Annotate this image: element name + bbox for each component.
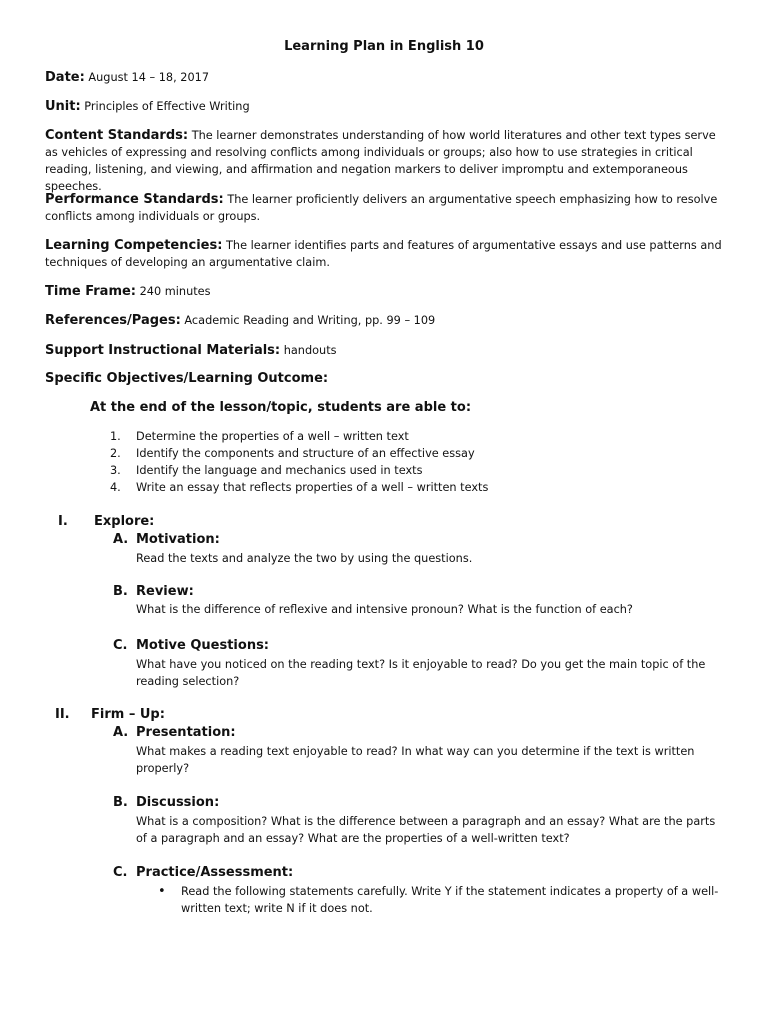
section-numeral: I. <box>58 514 68 529</box>
content-standards-label: Content Standards: <box>45 128 189 143</box>
performance-standards-field <box>45 191 730 225</box>
sub-presentation-text: What makes a reading text enjoyable to read? In what way can you determine if the text is written properly? <box>136 745 695 775</box>
sub-letter: A. <box>113 532 129 547</box>
sub-motivation-text: Read the texts and analyze the two by using the questions. <box>136 552 473 565</box>
sub-review-text: What is the difference of reflexive and intensive pronoun? What is the function of each? <box>136 603 633 616</box>
list-number: 3. <box>110 464 121 477</box>
unit-field <box>45 98 730 115</box>
section-title: Explore: <box>94 514 155 529</box>
practice-bullet-text: Read the following statements carefully. Write Y if the statement indicates a property of a well-written text; write N if it does not. <box>181 885 719 915</box>
sub-title: Practice/Assessment: <box>136 865 294 880</box>
time-frame-value: 240 minutes <box>139 285 211 298</box>
references-label: References/Pages: <box>45 313 181 328</box>
section-numeral: II. <box>55 707 70 722</box>
sub-title: Review: <box>136 584 194 599</box>
performance-standards-label: Performance Standards: <box>45 192 224 207</box>
content-standards-field <box>45 127 730 195</box>
sub-discussion-heading <box>113 795 219 810</box>
list-text: Identify the components and structure of an effective essay <box>136 447 475 460</box>
date-field <box>45 69 730 86</box>
date-label: Date: <box>45 70 85 85</box>
document-title: Learning Plan in English 10 <box>284 39 484 54</box>
objectives-label: Specific Objectives/Learning Outcome: <box>45 371 329 386</box>
list-number: 4. <box>110 481 121 494</box>
list-item <box>110 479 488 496</box>
list-item <box>110 462 488 479</box>
list-text: Determine the properties of a well – written text <box>136 430 409 443</box>
sub-presentation-heading <box>113 725 236 740</box>
list-item <box>110 428 488 445</box>
references-field <box>45 312 730 329</box>
content-standards-value: The learner demonstrates understanding of how world literatures and other text types serve as vehicles of expressing and resolving conflicts among individuals or groups; also how to use strategies in critical reading, listening, and viewing, and affirmation and negation markers to deliver impromptu and extemporaneous speeches. <box>45 129 716 193</box>
section-explore-heading <box>58 514 154 529</box>
section-title: Firm – Up: <box>91 707 165 722</box>
sub-letter: C. <box>113 865 128 880</box>
section-firm-up-heading <box>55 707 165 722</box>
sub-letter: B. <box>113 584 128 599</box>
list-text: Identify the language and mechanics used in texts <box>136 464 423 477</box>
materials-field <box>45 342 730 359</box>
sub-title: Discussion: <box>136 795 220 810</box>
list-number: 2. <box>110 447 121 460</box>
list-text: Write an essay that reflects properties of a well – written texts <box>136 481 489 494</box>
unit-value: Principles of Effective Writing <box>84 100 250 113</box>
learning-competencies-field <box>45 237 730 271</box>
learning-competencies-label: Learning Competencies: <box>45 238 223 253</box>
references-value: Academic Reading and Writing, pp. 99 – 109 <box>184 314 436 327</box>
date-value: August 14 – 18, 2017 <box>88 71 210 84</box>
objectives-intro: At the end of the lesson/topic, students are able to: <box>90 400 472 415</box>
sub-title: Motive Questions: <box>136 638 270 653</box>
unit-label: Unit: <box>45 99 81 114</box>
bullet-icon: • <box>158 884 166 899</box>
sub-discussion-text: What is a composition? What is the difference between a paragraph and an essay? What are the parts of a paragraph and an essay? What are the properties of a well-written text? <box>136 815 716 845</box>
time-frame-label: Time Frame: <box>45 284 137 299</box>
sub-letter: B. <box>113 795 128 810</box>
sub-title: Motivation: <box>136 532 220 547</box>
objectives-field <box>45 370 730 387</box>
sub-letter: C. <box>113 638 128 653</box>
materials-value: handouts <box>283 344 337 357</box>
list-number: 1. <box>110 430 121 443</box>
sub-practice-heading <box>113 865 293 880</box>
sub-motivation-heading <box>113 532 220 547</box>
sub-motive-questions-heading <box>113 638 269 653</box>
learning-competencies-value: The learner identifies parts and features of argumentative essays and use patterns and techniques of developing an argumentative claim. <box>45 239 722 269</box>
list-item <box>110 445 488 462</box>
sub-letter: A. <box>113 725 129 740</box>
sub-title: Presentation: <box>136 725 236 740</box>
time-frame-field <box>45 283 730 300</box>
sub-motive-questions-text: What have you noticed on the reading text? Is it enjoyable to read? Do you get the main topic of the reading selection? <box>136 658 706 688</box>
performance-standards-value: The learner proficiently delivers an argumentative speech emphasizing how to resolve conflicts among individuals or groups. <box>45 193 718 223</box>
sub-review-heading <box>113 584 194 599</box>
materials-label: Support Instructional Materials: <box>45 343 281 358</box>
objectives-list <box>110 428 488 496</box>
